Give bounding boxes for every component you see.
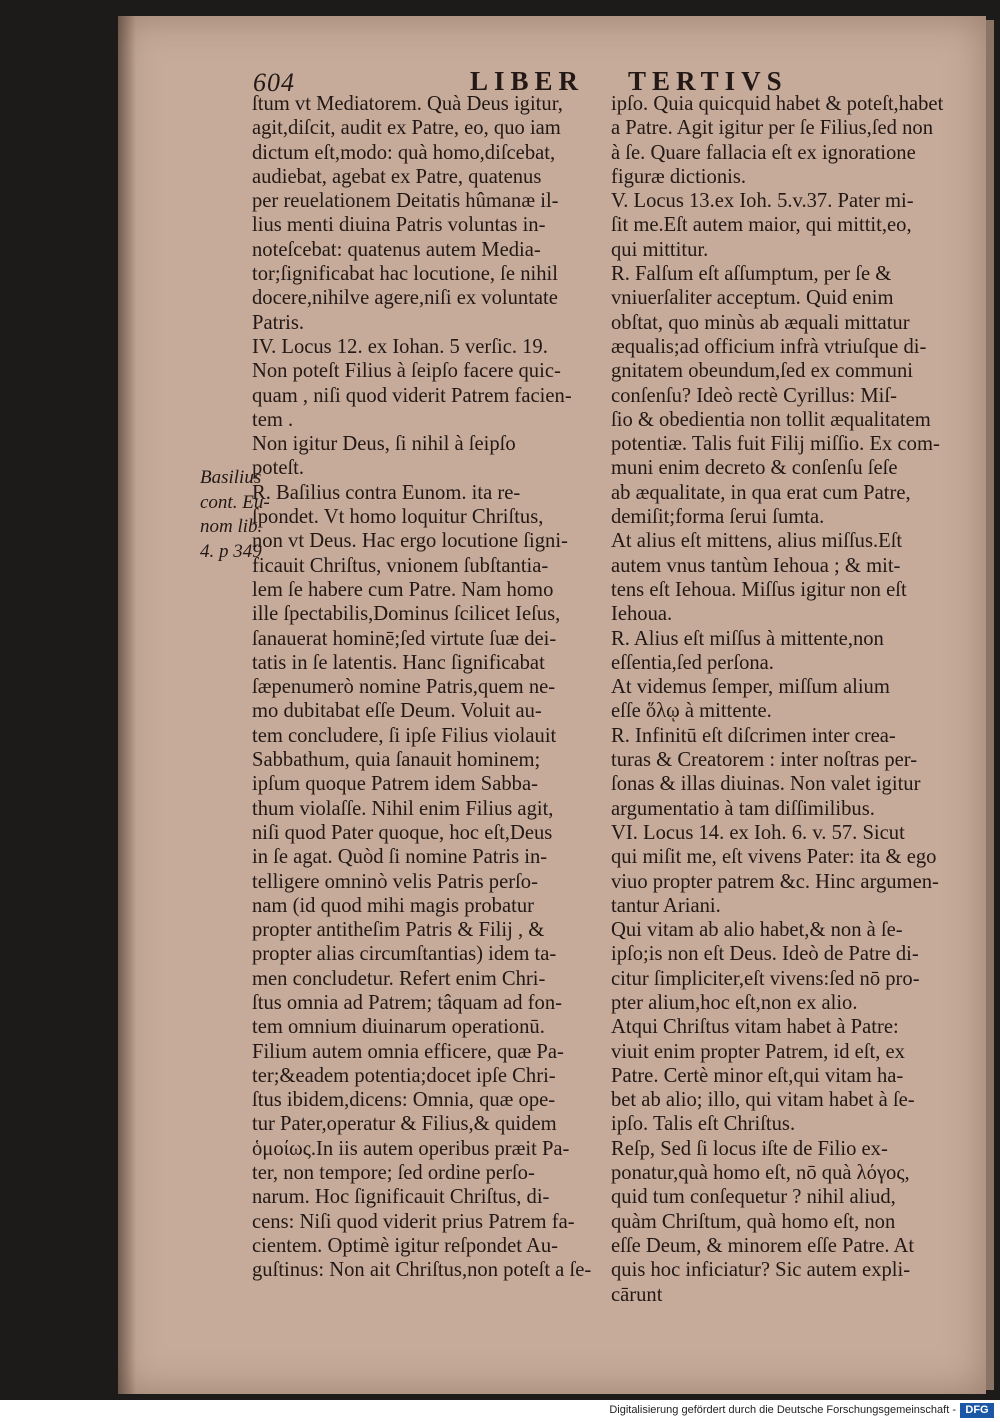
text-line: cientem. Optimè igitur reſpondet Au- — [252, 1234, 558, 1257]
text-line: eſſe Deum, & minorem eſſe Patre. At — [611, 1234, 915, 1257]
text-line: niſi quod Pater quoque, hoc eſt,Deus — [252, 821, 553, 844]
text-line: dictum eſt,modo: quà homo,diſcebat, — [252, 141, 556, 164]
text-line: Sabbathum, quia ſanauit hominem; — [252, 749, 541, 772]
text-line: cens: Niſi quod viderit prius Patrem fa- — [252, 1210, 575, 1233]
text-line: nam (id quod mihi magis probatur — [252, 894, 534, 917]
text-line: ſtus ibidem,dicens: Omnia, quæ ope- — [252, 1089, 556, 1112]
text-line: ſpondet. Vt homo loquitur Chriſtus, — [252, 506, 544, 529]
text-line: ficauit Chriſtus, vnionem ſubſtantia- — [252, 554, 549, 577]
text-line: ab æqualitate, in qua erat cum Patre, — [611, 481, 911, 504]
text-line: ipſo. Quia quicquid habet & poteſt,habet — [611, 93, 944, 115]
running-head-left: LIBER — [470, 66, 585, 96]
spine-shadow — [118, 16, 136, 1394]
text-line: eſſe ὅλῳ à mittente. — [611, 700, 772, 723]
text-line: V. Locus 13.ex Ioh. 5.v.37. Pater mi- — [611, 190, 914, 213]
text-line: non vt Deus. Hac ergo locutione ſigni- — [252, 530, 568, 553]
text-line: noteſcebat: quatenus autem Media- — [252, 238, 541, 261]
text-line: docere,nihilve agere,niſi ex voluntate — [252, 287, 558, 310]
text-line: lius menti diuina Patris voluntas in- — [252, 214, 546, 237]
dfg-logo: DFG — [960, 1403, 994, 1418]
text-line: qui mittitur. — [611, 238, 709, 261]
text-line: Filium autem omnia efficere, quæ Pa- — [252, 1040, 564, 1063]
text-line: At videmus ſemper, miſſum alium — [611, 676, 890, 699]
funding-note: Digitalisierung gefördert durch die Deutsche Forschungsgemeinschaft - — [609, 1404, 956, 1416]
text-line: tem omnium diuinarum operationū. — [252, 1016, 545, 1039]
text-line: ſtum vt Mediatorem. Quà Deus igitur, — [252, 93, 563, 115]
text-line: ſanauerat hominē;ſed virtute ſuæ dei- — [252, 627, 557, 650]
text-line: ipſo. Talis eſt Chriſtus. — [611, 1113, 796, 1136]
text-line: tem . — [252, 408, 294, 431]
text-line: bet ab alio; illo, qui vitam habet à ſe- — [611, 1089, 915, 1112]
text-line: men concludetur. Refert enim Chri- — [252, 967, 546, 990]
text-line: Non igitur Deus, ſi nihil à ſeipſo — [252, 433, 516, 456]
text-line: ponatur,quà homo eſt, nō quà λόγος, — [611, 1162, 910, 1185]
text-line: mo dubitabat eſſe Deum. Voluit au- — [252, 700, 542, 723]
text-line: obſtat, quo minùs ab æquali mittatur — [611, 311, 910, 334]
marginal-note-line: 4. p 349 — [200, 540, 262, 562]
text-line: ſio & obedientia non tollit æqualitatem — [611, 408, 931, 431]
text-line: agit,diſcit, audit ex Patre, eo, quo iam — [252, 117, 561, 140]
right-text-column — [611, 92, 966, 1307]
text-line: thum violaſſe. Nihil enim Filius agit, — [252, 797, 554, 820]
text-line: ὁμοίως.In iis autem operibus præit Pa- — [252, 1137, 570, 1160]
text-line: viuit enim propter Patrem, id eſt, ex — [611, 1040, 905, 1063]
text-line: ſit me.Eſt autem maior, qui mittit,eo, — [611, 214, 912, 237]
text-line: in ſe agat. Quòd ſi nomine Patris in- — [252, 846, 548, 869]
text-line: à ſe. Quare fallacia eſt ex ignoratione — [611, 141, 916, 164]
text-line: viuo propter patrem &c. Hinc argumen- — [611, 870, 939, 893]
text-line: At alius eſt mittens, alius miſſus.Eſt — [611, 530, 903, 553]
text-line: R. Alius eſt miſſus à mittente,non — [611, 627, 884, 650]
text-line: ſtus omnia ad Patrem; tâquam ad fon- — [252, 991, 562, 1014]
text-line: Patre. Certè minor eſt,qui vitam ha- — [611, 1064, 904, 1087]
left-text-column — [252, 92, 597, 1283]
text-line: muni enim decreto & conſenſu ſeſe — [611, 457, 898, 480]
marginal-note-line: cont. Eu- — [200, 491, 270, 513]
text-line: per reuelationem Deitatis hûmanæ il- — [252, 190, 559, 213]
text-line: narum. Hoc ſignificauit Chriſtus, di- — [252, 1186, 550, 1209]
text-line: IV. Locus 12. ex Iohan. 5 verſic. 19. — [252, 335, 548, 358]
marginal-note-line: Basilius — [200, 467, 262, 488]
text-line: Atqui Chriſtus vitam habet à Patre: — [611, 1016, 899, 1039]
text-line: figuræ dictionis. — [611, 165, 746, 188]
text-line: ille ſpectabilis,Dominus ſcilicet Ieſus, — [252, 603, 561, 626]
text-line: potentiæ. Talis fuit Filij miſſio. Ex com- — [611, 433, 940, 456]
text-line: demiſit;forma ſerui ſumta. — [611, 506, 825, 529]
text-line: ter;&eadem potentia;docet ipſe Chri- — [252, 1064, 556, 1087]
text-line: vniuerſaliter acceptum. Quid enim — [611, 287, 894, 310]
text-line: Non poteſt Filius à ſeipſo facere quic- — [252, 360, 561, 383]
running-head-right: TERTIVS — [628, 66, 788, 96]
text-line: eſſentia,ſed perſona. — [611, 651, 774, 674]
text-line: cārunt — [611, 1283, 663, 1306]
text-line: tur Pater,operatur & Filius,& quidem — [252, 1113, 557, 1136]
text-line: pter alium,hoc eſt,non ex alio. — [611, 991, 858, 1014]
text-line: R. Falſum eſt aſſumptum, per ſe & — [611, 263, 892, 286]
footer-bar — [0, 1400, 1000, 1422]
text-line: poteſt. — [252, 457, 305, 480]
text-line: Patris. — [252, 311, 305, 334]
text-line: telligere omninò velis Patris perſo- — [252, 870, 538, 893]
text-line: VI. Locus 14. ex Ioh. 6. v. 57. Sicut — [611, 821, 905, 844]
text-line: citur ſimpliciter,eſt vivens:ſed nō pro- — [611, 967, 920, 990]
marginal-note-line: nom lib. — [200, 516, 263, 537]
text-line: ſæpenumerò nomine Patris,quem ne- — [252, 676, 556, 699]
text-line: R. Baſilius contra Eunom. ita re- — [252, 481, 521, 504]
text-line: autem vnus tantùm Iehoua ; & mit- — [611, 554, 901, 577]
text-line: tor;ſignificabat hac locutione, ſe nihil — [252, 263, 558, 286]
text-line: quid tum conſequetur ? nihil aliud, — [611, 1186, 896, 1209]
text-line: a Patre. Agit igitur per ſe Filius,ſed non — [611, 117, 934, 140]
text-line: propter alias circumſtantias) idem ta- — [252, 943, 557, 966]
text-line: guſtinus: Non ait Chriſtus,non poteſt a ſe- — [252, 1259, 592, 1282]
text-line: conſenſu? Ideò rectè Cyrillus: Miſ- — [611, 384, 897, 407]
text-line: tantur Ariani. — [611, 894, 721, 917]
text-line: ter, non tempore; ſed ordine perſo- — [252, 1162, 535, 1185]
page-number: 604 — [253, 68, 295, 97]
text-line: quàm Chriſtum, quà homo eſt, non — [611, 1210, 896, 1233]
text-line: audiebat, agebat ex Patre, quatenus — [252, 165, 542, 188]
text-line: tens eſt Iehoua. Miſſus igitur non eſt — [611, 578, 907, 601]
text-line: Qui vitam ab alio habet,& non à ſe- — [611, 919, 903, 942]
text-line: tatis in ſe latentis. Hanc ſignificabat — [252, 651, 545, 674]
text-line: Iehoua. — [611, 603, 673, 626]
text-line: turas & Creatorem : inter noſtras per- — [611, 749, 918, 772]
text-line: quis hoc inficiatur? Sic autem expli- — [611, 1259, 911, 1282]
text-line: ipſum quoque Patrem idem Sabba- — [252, 773, 538, 796]
text-line: qui miſit me, eſt vivens Pater: ita & ego — [611, 846, 937, 869]
text-line: tem concludere, ſi ipſe Filius violauit — [252, 724, 557, 747]
text-line: quam , niſi quod viderit Patrem facien- — [252, 384, 572, 407]
text-line: lem ſe habere cum Patre. Nam homo — [252, 578, 554, 601]
text-line: R. Infinitū eſt diſcrimen inter crea- — [611, 724, 896, 747]
text-line: gnitatem obeundum,ſed ex communi — [611, 360, 913, 383]
page-edge — [986, 20, 994, 1390]
text-line: ſonas & illas diuinas. Non valet igitur — [611, 773, 921, 796]
text-line: ipſo;is non eſt Deus. Ideò de Patre di- — [611, 943, 919, 966]
text-line: propter antitheſim Patris & Filij , & — [252, 919, 545, 942]
text-line: æqualis;ad officium infrà vtriuſque di- — [611, 335, 927, 358]
text-line: argumentatio à tam diſſimilibus. — [611, 797, 875, 820]
text-line: Reſp, Sed ſi locus iſte de Filio ex- — [611, 1137, 888, 1160]
